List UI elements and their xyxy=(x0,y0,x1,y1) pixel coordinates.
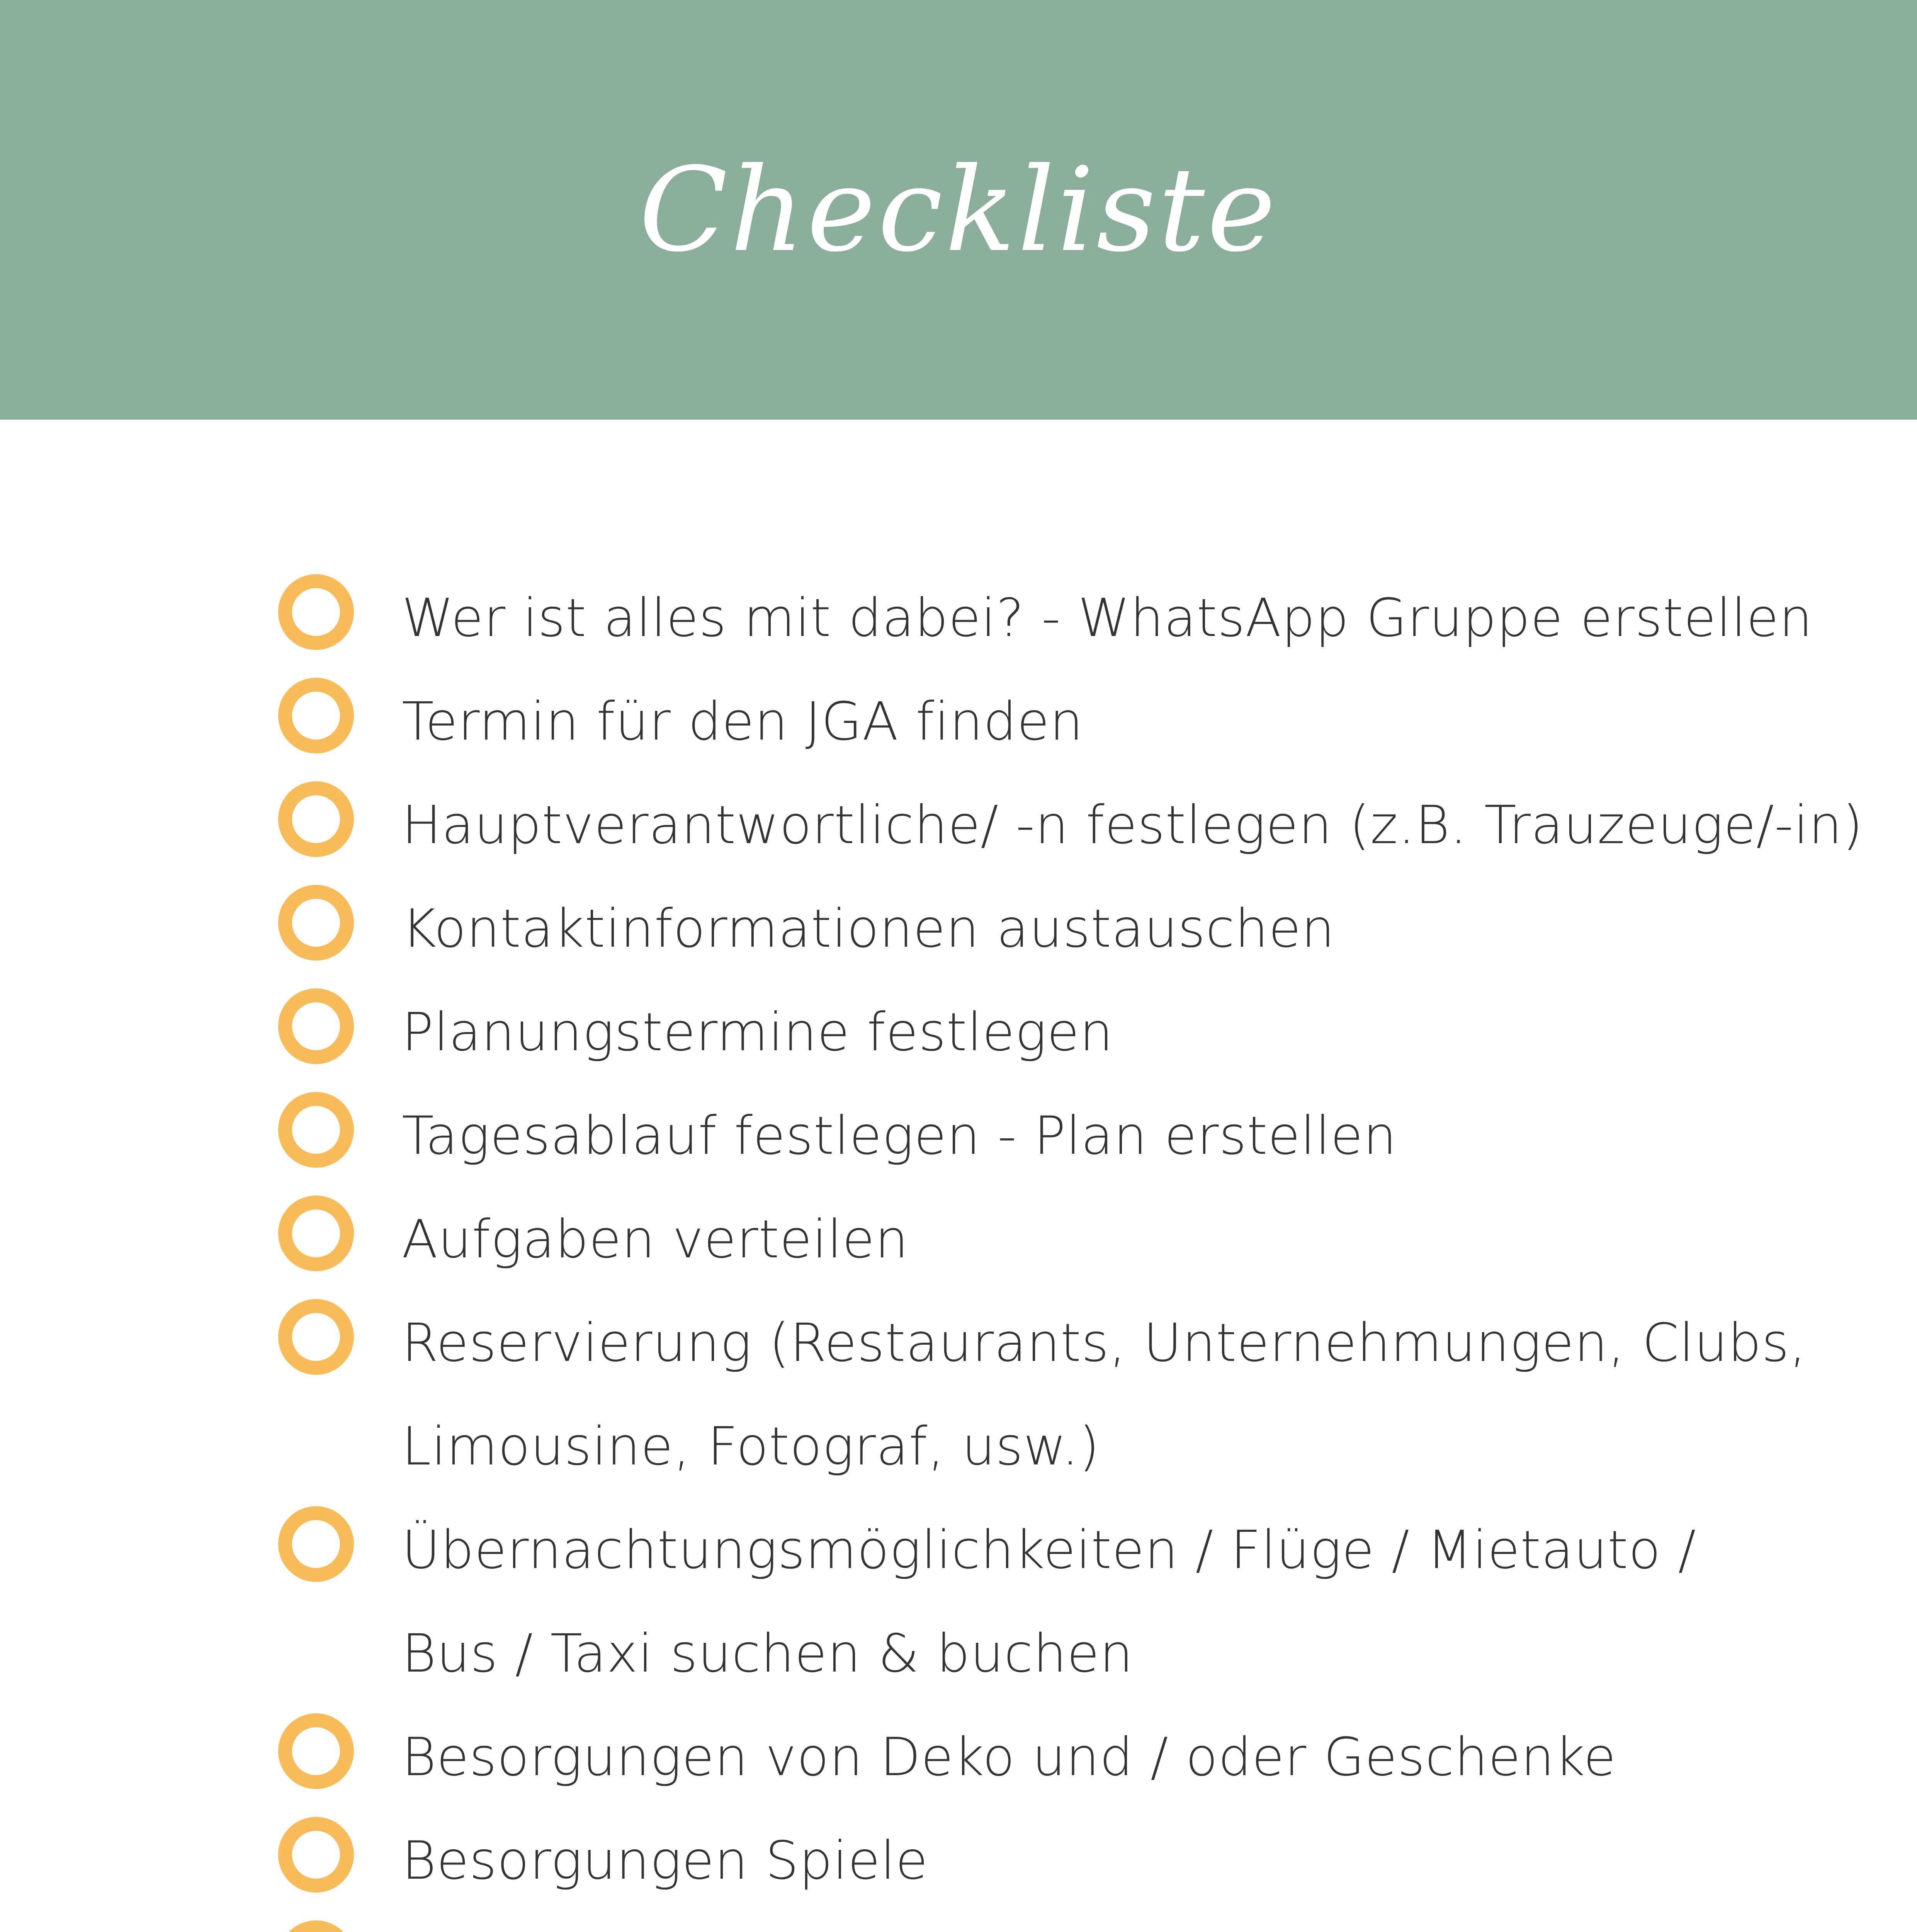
checkbox-circle[interactable] xyxy=(278,781,354,857)
checklist-item xyxy=(278,1084,1824,1188)
checklist-item-label: Planungstermine festlegen xyxy=(402,1002,1113,1063)
checklist-item-label: Hauptverantwortliche/ -n festlegen (z.B. Trauzeuge/-in) xyxy=(402,795,1863,856)
checklist-item xyxy=(278,1291,1824,1477)
checkbox-circle[interactable] xyxy=(278,678,354,753)
checklist-item-label: Aufgaben verteilen xyxy=(402,1209,909,1270)
checkbox-circle[interactable] xyxy=(278,988,354,1064)
checklist-item-label xyxy=(402,1913,1602,1932)
checklist-item-label: Kontaktinformationen austauschen xyxy=(402,898,1335,959)
checklist-item-label: Tagesablauf festlegen - Plan erstellen xyxy=(402,1105,1397,1167)
checklist-item-label-continuation: Limousine, Fotograf, usw.) xyxy=(402,1416,1100,1477)
checklist-item xyxy=(278,1498,1824,1684)
checkbox-circle[interactable] xyxy=(278,1817,354,1893)
checklist-item xyxy=(278,670,1824,774)
checkbox-circle[interactable] xyxy=(278,1920,354,1932)
checklist-item xyxy=(278,1188,1824,1291)
checkbox-circle[interactable] xyxy=(278,1713,354,1789)
checklist-item-label-continuation: Bus / Taxi suchen & buchen xyxy=(402,1623,1134,1684)
checklist-item-label: Termin für den JGA finden xyxy=(402,691,1084,752)
checkbox-circle[interactable] xyxy=(278,1299,354,1375)
checkbox-circle[interactable] xyxy=(278,1506,354,1582)
checklist-item-label: Wer ist alles mit dabei? - WhatsApp Gruppe erstellen xyxy=(402,588,1813,649)
checkbox-circle[interactable] xyxy=(278,1092,354,1168)
checklist-item xyxy=(278,877,1824,981)
checkbox-circle[interactable] xyxy=(278,574,354,650)
checklist-item xyxy=(278,566,1824,670)
checklist-item xyxy=(278,1913,1824,1932)
checklist-item xyxy=(278,981,1824,1084)
checklist-item xyxy=(278,774,1863,877)
checklist-item-label: Reservierung (Restaurants, Unternehmungen, Clubs, xyxy=(402,1313,1807,1374)
checklist-item-label: Übernachtungsmöglichkeiten / Flüge / Mietauto / xyxy=(402,1520,1696,1581)
checklist-item-label: Besorgungen von Deko und / oder Geschenke xyxy=(402,1727,1616,1788)
checklist-item xyxy=(278,1706,1824,1809)
checkbox-circle[interactable] xyxy=(278,885,354,961)
checkbox-circle[interactable] xyxy=(278,1196,354,1271)
page-title: Checkliste xyxy=(639,142,1278,277)
checklist-item-label: Besorgungen Spiele xyxy=(402,1830,928,1891)
checklist-item xyxy=(278,1809,1824,1913)
